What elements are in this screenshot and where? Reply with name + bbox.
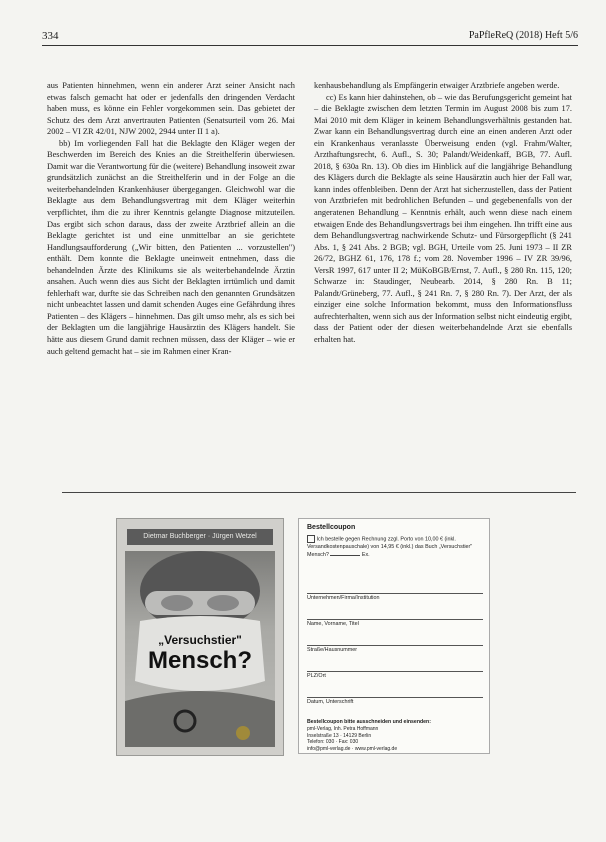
order-text	[307, 535, 482, 559]
publisher-address: Inselstraße 13 · 14129 Berlin	[307, 732, 372, 739]
footer-title: Bestellcoupon bitte ausschneiden und einsenden:	[307, 719, 431, 725]
publisher-phone: Telefon: 030 · Fax: 030	[307, 739, 359, 746]
city-field[interactable]	[307, 655, 483, 679]
header-rule	[42, 45, 578, 46]
book-title-line2: Mensch?	[147, 647, 252, 674]
quantity-field[interactable]	[330, 555, 360, 556]
paragraph: aus Patienten hinnehmen, wenn ein anderer Arzt seiner Ansicht nach etwas falsch gemacht hat oder er jedenfalls den dringenden Verdacht haben muss, es könne ein Fehler vorgekommen sein. Das gebietet der Schutz des dem Arzt anvertrauten Patienten (Senatsurteil vom 26. Mai 2002 – VI ZR 42/01, NJW 2002, 2944 unter II 1 a).	[47, 81, 295, 137]
right-column	[314, 80, 572, 346]
section-divider	[62, 492, 576, 493]
company-field[interactable]	[307, 577, 483, 601]
coupon-heading: Bestellcoupon	[307, 524, 356, 531]
paragraph: bb) Im vorliegenden Fall hat die Beklagte den Kläger wegen der Beschwerden im Bereich des Knies an die Streithelferin überwiesen. Damit war die Verantwortung für die (weitere) Behandlung insoweit zwar grundsätzlich zunächst an die Streithelferin und in der Folge an die weiterbehandelnden Krankenhäuser übergegangen. Gleichwohl war die Beklagte aus dem Behandlungsvertrag mit dem Kläger weiterhin verpflichtet, ihm die zu ihrer Kenntnis gelangte Diagnose mitzuteilen. Das ergibt sich schon daraus, dass der zweite Arztbrief allein an die Beklagte gerichtet ist und eine unmittelbar an sie gerichtete Handlungsaufforderung („Wir bitten, den Patienten ... vorzustellen") enthält. Dem konnte die Beklagte uneinweit entnehmen, dass die behandelnden Ärzte des Klinikums sie als weiterbehandelnde Ärztin ansahen. Auch wenn dies aus Sicht der Beklagten irrtümlich und damit fehlerhaft war, durfte sie das Schreiben nach den genannten Grundsätzen nicht unbeachtet lassen und damit schenden Auges eine Gefährdung ihres Patienten – des Klägers – hinnehmen. Das gilt umso mehr, als es sich bei der Beklagten um die langjährige Hausärztin des Klägers handelt. Sie hätte aus diesem Grund damit rechnen müssen, dass der Kläger – wie er auch geltend gemacht hat – sie im Rahmen einer Kran-	[47, 138, 295, 356]
page-number: 334	[42, 30, 59, 42]
name-field[interactable]	[307, 603, 483, 627]
page-header	[42, 30, 578, 46]
field-label: Unternehmen/Firma/Institution	[307, 595, 380, 601]
order-description: Ich bestelle gegen Rechnung zzgl. Porto von 10,00 € (inkl. Versandkostenpauschale) von 14,95 € (inkl.) das Buch „Versuchstier" Mensch?	[307, 536, 473, 558]
field-label: PLZ/Ort	[307, 673, 326, 679]
coupon-footer	[307, 719, 483, 753]
running-head: PaPfleReQ (2018) Heft 5/6	[468, 30, 578, 41]
checkbox[interactable]	[307, 535, 315, 543]
book-cover	[116, 518, 284, 756]
book-authors: Dietmar Buchberger · Jürgen Wetzel	[127, 529, 273, 545]
field-label: Straße/Hausnummer	[307, 647, 358, 653]
publisher-name: pml-Verlag, Inh. Petra Hoffmann	[307, 725, 379, 732]
cover-photo	[125, 551, 275, 747]
street-field[interactable]	[307, 629, 483, 653]
quantity-suffix: Ex.	[361, 551, 370, 558]
book-title-line1: „Versuchstier"	[158, 633, 242, 647]
paragraph: cc) Es kann hier dahinstehen, ob – wie das Berufungsgericht gemeint hat – die Beklagte zwischen dem letzten Termin im August 2008 bis zum 17. Mai 2010 mit dem Kläger in keinem Behandlungsverhältnis gestanden hat. Zwar kann ein Behandlungsvertrag durch eine an einen anderen Arzt oder ein Krankenhaus veranlasste Überweisung enden (vgl. Frahm/Walter, Arzthaftungsrecht, 6. Aufl., S. 30; Palandt/Weidenkaff, BGB, 77. Aufl. 2018, § 630a Rn. 13). Ob dies im Hinblick auf die langjährige Behandlung des Klägers durch die Beklagte als seine Hausärztin auch hier der Fall war, kann indes offenbleiben. Denn der Arzt hat sicherzustellen, dass der Patient von Arztbriefen mit bedrohlichen Befunden – und gegebenenfalls von der angeratenen Behandlung – Kenntnis erhält, auch wenn diese nach einem etwaigen Ende des Behandlungsvertrags bei ihm eingehen. Ihn trifft eine aus dem Behandlungsvertrag nachwirkende Schutz- und Fürsorgepflicht (§ 241 Abs. 1, § 241 Abs. 2 BGB; vgl. BGH, Urteile vom 25. Juni 1973 – II ZR 26/72, BGHZ 61, 176, 178 f.; vom 28. November 1996 – IV ZR 39/96, VersR 1997, 617 unter II 2; MüKoBGB/Ernst, 7. Aufl., § 280 Rn. 115, 120; Schwarze in: Staudinger, Neubearb. 2014, § 280 Rn. B 11; Palandt/Grüneberg, 77. Aufl., § 241 Rn. 7, § 280 Rn. 7). Der Arzt, der als einziger eine solche Information bekommt, muss den Informationsfluss aufrechterhalten, wenn sich aus der Information selbst nicht eindeutig ergibt, dass der Patient oder der diesen weiterbehandelnde Arzt sie ebenfalls erhalten hat.	[314, 92, 572, 345]
signature-field[interactable]	[307, 681, 483, 705]
field-label: Name, Vorname, Titel	[307, 621, 359, 627]
order-coupon	[298, 518, 490, 754]
left-column	[47, 80, 295, 357]
paragraph: kenhausbehandlung als Empfängerin etwaiger Arztbriefe angeben werde.	[314, 81, 560, 90]
field-label: Datum, Unterschrift	[307, 699, 354, 705]
publisher-contact[interactable]: info@pml-verlag.de · www.pml-verlag.de	[307, 746, 398, 753]
